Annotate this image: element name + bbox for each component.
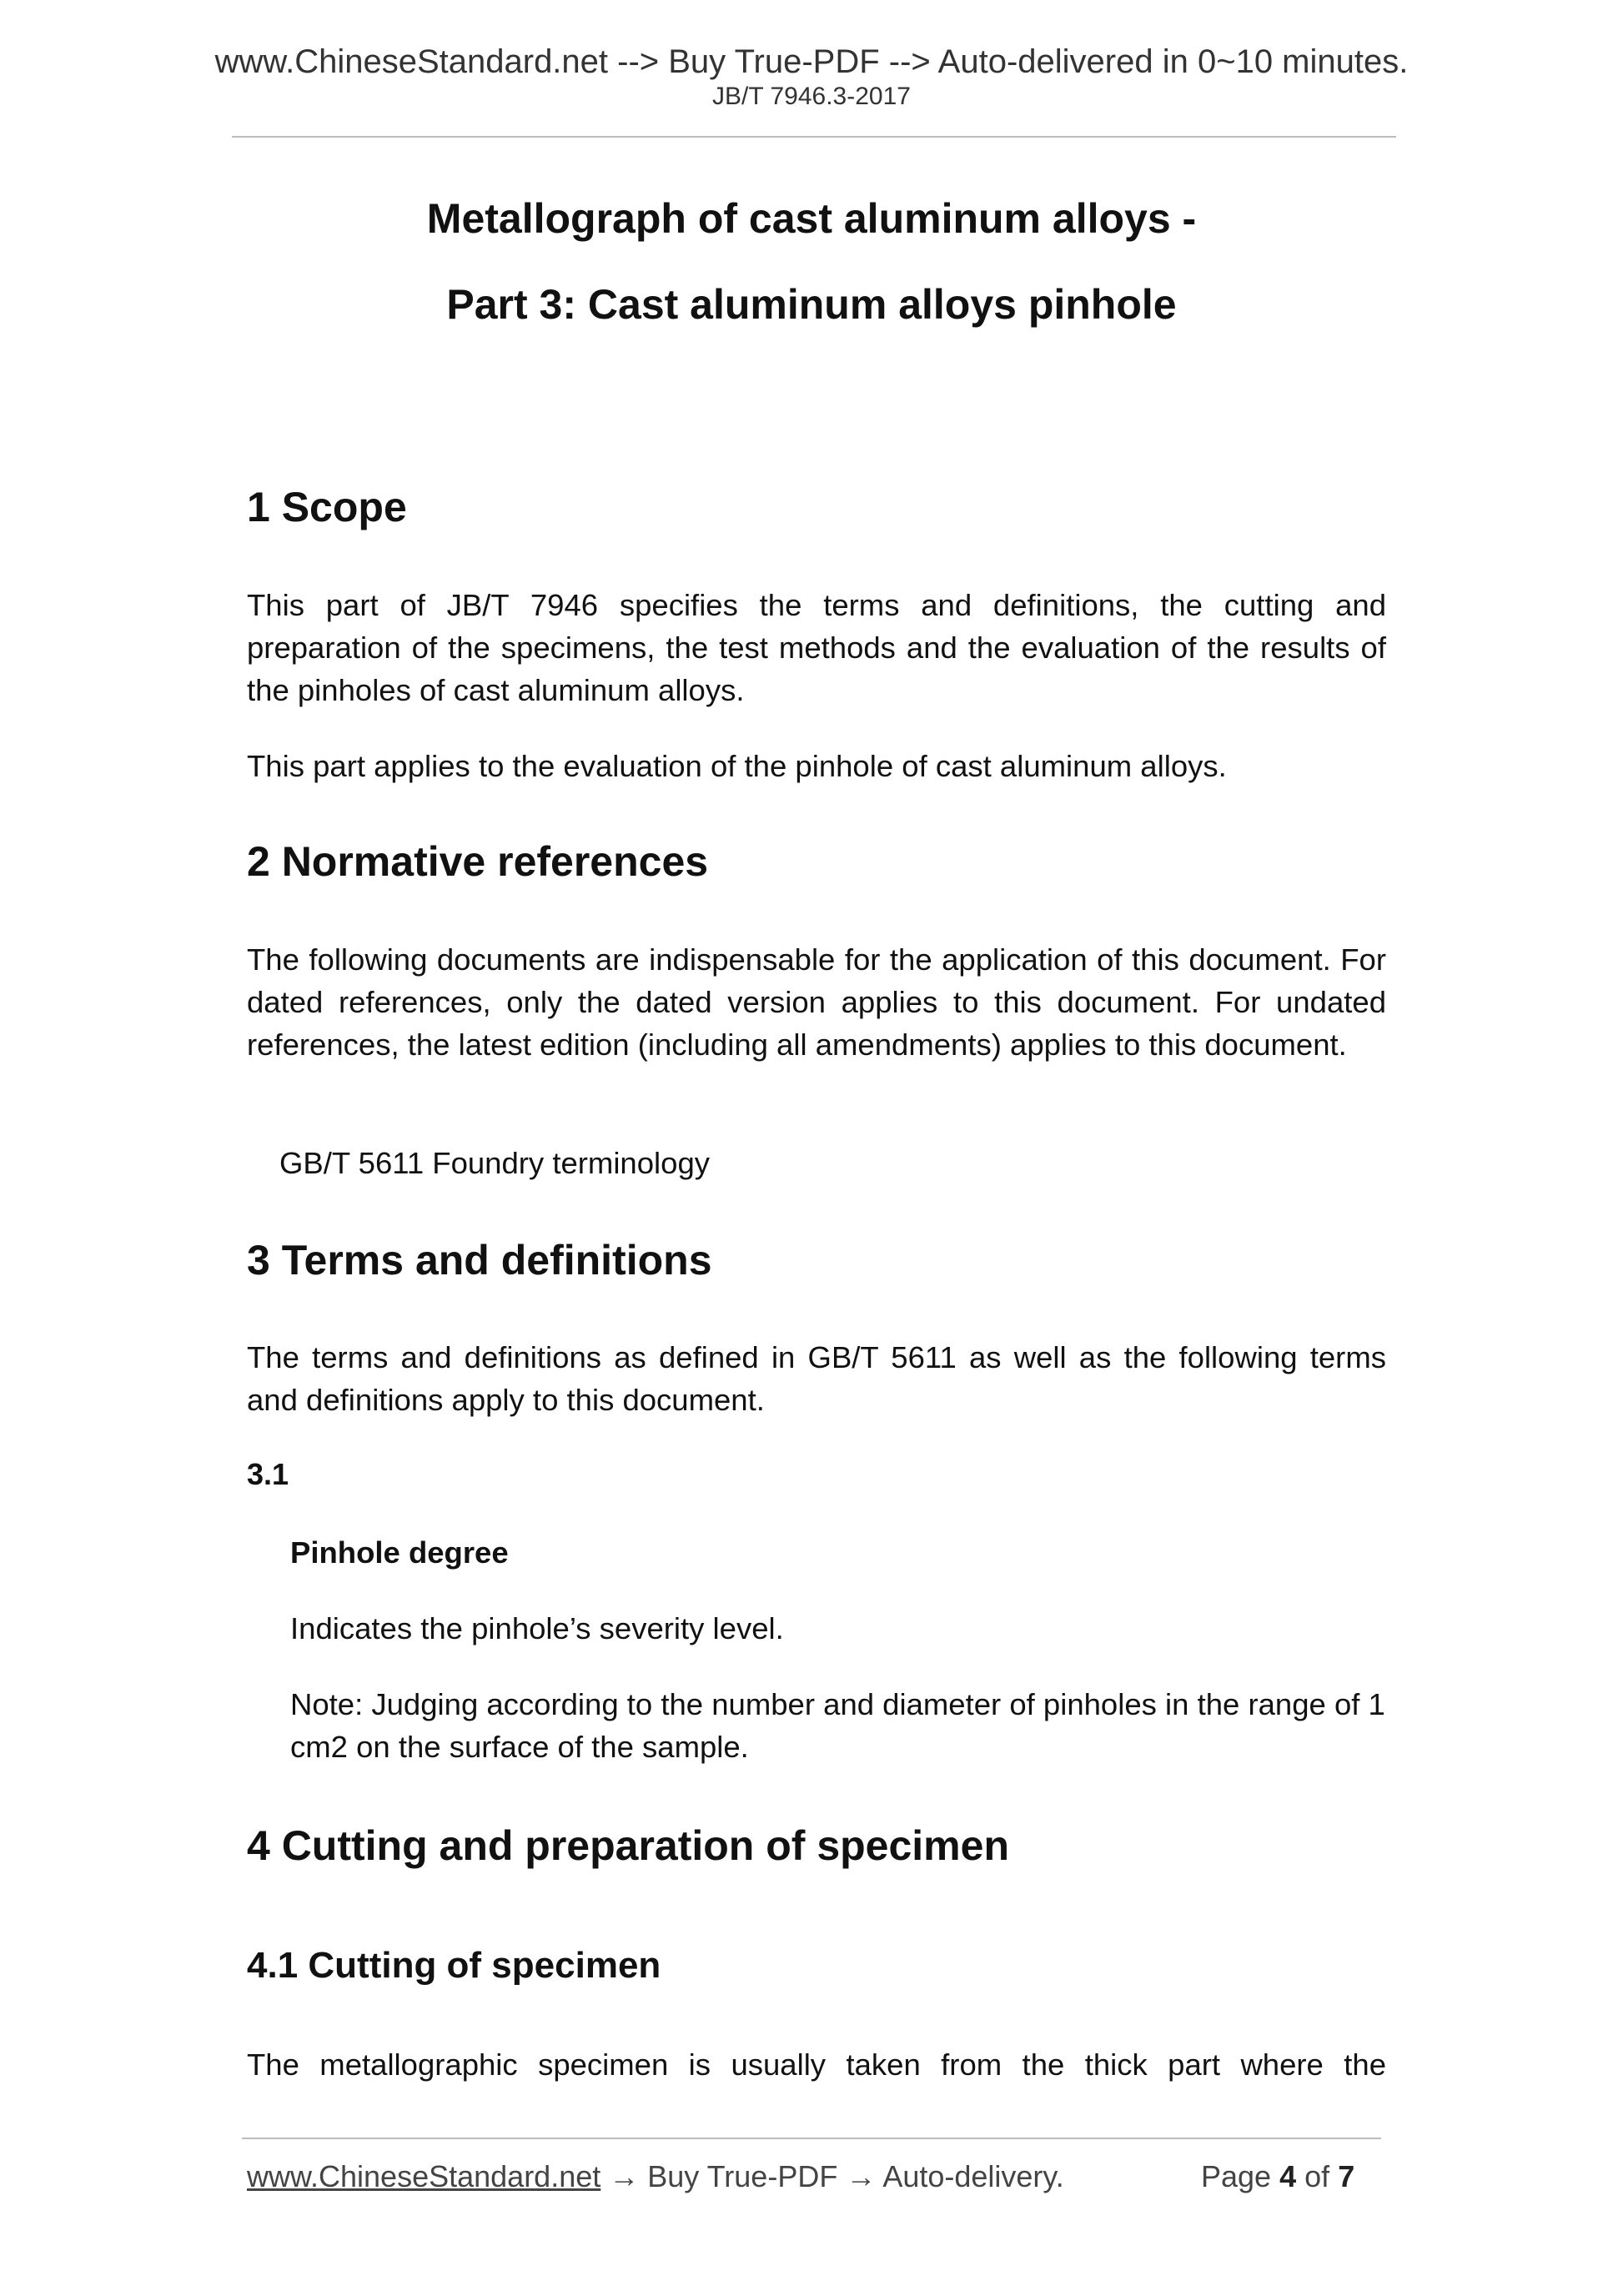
document-title-line1: Metallograph of cast aluminum alloys - [426, 195, 1197, 242]
header-banner: www.ChineseStandard.net --> Buy True-PDF --> Auto-delivered in 0~10 minutes. [214, 43, 1409, 80]
section-heading-terms: 3 Terms and definitions [247, 1237, 712, 1284]
term-definition: Indicates the pinhole’s severity level. [290, 1611, 784, 1645]
subsection-heading-cutting-of-specimen: 4.1 Cutting of specimen [247, 1945, 661, 1986]
section-heading-cutting: 4 Cutting and preparation of specimen [247, 1822, 1009, 1869]
page-indicator [1201, 2158, 1354, 2195]
header-divider [232, 136, 1396, 138]
footer-tagline: → Buy True-PDF → Auto-delivery. [600, 2159, 1064, 2193]
page-total: 7 [1338, 2159, 1355, 2193]
document-title-line2: Part 3: Cast aluminum alloys pinhole [446, 281, 1177, 328]
page-label: Page [1201, 2159, 1272, 2193]
standard-code: JB/T 7946.3-2017 [712, 83, 911, 110]
term-name: Pinhole degree [290, 1535, 509, 1570]
section-heading-normative-references: 2 Normative references [247, 838, 709, 885]
normative-paragraph-1: The following documents are indispensable for the application of this document. For dated references, only the dated version applies to this document. For undated references, the latest edition (including all amendments) applies to this document. [247, 942, 1386, 1062]
scope-paragraph-1: This part of JB/T 7946 specifies the terms and definitions, the cutting and preparation of the specimens, the test methods and the evaluation of the results of the pinholes of cast aluminum alloys. [247, 588, 1386, 707]
section-heading-scope: 1 Scope [247, 484, 407, 530]
footer-left [247, 2158, 1064, 2195]
page-current: 4 [1279, 2159, 1297, 2193]
terms-paragraph-1: The terms and definitions as defined in GB/T 5611 as well as the following terms and definitions apply to this document. [247, 1340, 1386, 1417]
footer-site-link[interactable]: www.ChineseStandard.net [247, 2159, 601, 2193]
page-of: of [1304, 2159, 1330, 2193]
scope-paragraph-2: This part applies to the evaluation of the pinhole of cast aluminum alloys. [247, 749, 1227, 783]
normative-reference-item: GB/T 5611 Foundry terminology [279, 1146, 710, 1180]
footer-divider [242, 2138, 1381, 2139]
clause-number: 3.1 [247, 1457, 289, 1491]
term-note: Note: Judging according to the number and diameter of pinholes in the range of 1 cm2 on the surface of the sample. [290, 1687, 1385, 1764]
cutting-paragraph-1: The metallographic specimen is usually taken from the thick part where the [247, 2047, 1386, 2082]
